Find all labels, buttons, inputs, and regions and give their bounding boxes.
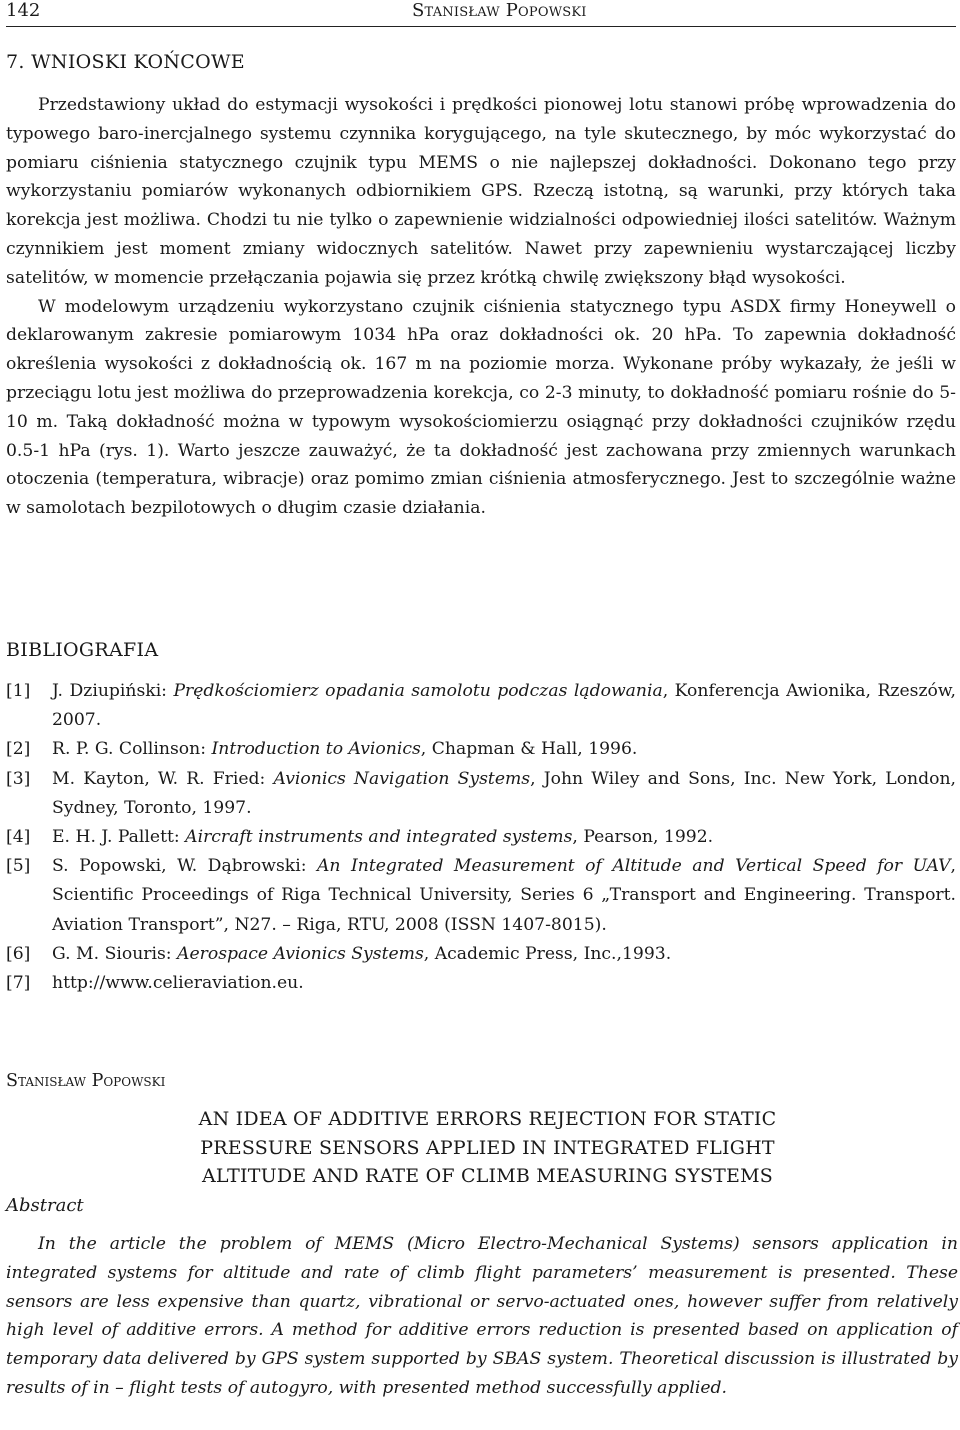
reference-number: [3] [6,768,31,789]
abstract-label: Abstract [6,1195,84,1216]
abstract-text: In the article the problem of MEMS (Micro Electro-Mechanical Systems) sensors application in integrated systems for altitude and rate of climb flight parameters’ measurement is presented. These sensors are less expensive than quartz, vibrational or servo-actuated ones, however suffer from relatively high level of additive errors. A method for additive errors reduction is presented based on application of temporary data delivered by GPS system supported by SBAS system. Theoretical discussion is illustrated by results of in – flight tests of autogyro, with presented method successfully applied. [6,1234,958,1398]
english-title-line: ALTITUDE AND RATE OF CLIMB MEASURING SYSTEMS [201,1165,774,1187]
english-author: Stanisław Popowski [6,1071,166,1091]
page-number: 142 [6,0,41,21]
reference-details: , Academic Press, Inc.,1993. [423,943,672,964]
reference-number: [2] [6,739,31,760]
reference-number: [4] [6,827,31,848]
reference-title: Introduction to Avionics [211,739,421,760]
paragraph: Przedstawiony układ do estymacji wysokości i prędkości pionowej lotu stanowi próbę wprowadzenia do typowego baro-inercjalnego systemu czynnika korygującego, na tyle skutecznego, by móc wykorzystać do pomiaru ciśnienia statycznego czujnik typu MEMS o nie najlepszej dokładności. Dokonano tego przy wykorzystaniu pomiarów wykonanych odbiornikiem GPS. Rzeczą istotną, są warunki, przy których taka korekcja jest możliwa. Chodzi tu nie tylko o zapewnienie widzialności odpowiedniej ilości satelitów. Ważnym czynnikiem jest moment zmiany widocznych satelitów. Nawet przy zapewnieniu wystarczającej liczby satelitów, w momencie przełączania pojawia się przez krótką chwilę zwiększony błąd wysokości. [6,95,956,288]
running-head-author: Stanisław Popowski [412,0,587,21]
reference-title: Aircraft instruments and integrated systems [185,827,573,848]
reference-authors: G. M. Siouris: [52,943,178,964]
reference-title: An Integrated Measurement of Altitude and Vertical Speed for UAV [317,856,951,877]
page-header [6,0,956,27]
reference-item [6,735,956,764]
reference-details: , Pearson, 1992. [572,827,714,848]
reference-number: [5] [6,856,31,877]
reference-title: Avionics Navigation Systems [273,768,531,789]
reference-authors: J. Dziupiński: [52,681,174,701]
reference-authors: M. Kayton, W. R. Fried: [52,768,274,789]
conclusions-body [6,91,956,523]
english-title [146,1105,829,1191]
reference-authors: R. P. G. Collinson: [52,739,212,760]
reference-title: Prędkościomierz opadania samolotu podczas lądowania [173,681,663,701]
reference-authors: E. H. J. Pallett: [52,827,186,848]
english-title-line: PRESSURE SENSORS APPLIED IN INTEGRATED FLIGHT [200,1136,775,1159]
reference-details: , Chapman & Hall, 1996. [420,739,638,760]
reference-authors: S. Popowski, W. Dąbrowski: [52,856,317,877]
reference-number: [6] [6,943,31,964]
reference-url[interactable]: http://www.celieraviation.eu. [52,973,304,994]
reference-item [6,765,956,823]
reference-item [6,677,956,735]
reference-number: [7] [6,973,31,994]
reference-item [6,940,956,969]
reference-item [6,823,956,852]
reference-list [6,677,956,998]
reference-details: , Scientific Proceedings of Riga Technical University, Series 6 „Transport and Engineering. Transport. Aviation Transport”, N27. – Riga, RTU, 2008 (ISSN 1407-8015). [52,856,956,935]
english-title-line: AN IDEA OF ADDITIVE ERRORS REJECTION FOR STATIC [198,1108,777,1130]
paragraph: W modelowym urządzeniu wykorzystano czujnik ciśnienia statycznego typu ASDX firmy Honeywell o deklarowanym zakresie pomiarowym 1034 hPa oraz dokładności ok. 20 hPa. To zapewnia dokładność określenia wysokości z dokładnością ok. 167 m na poziomie morza. Wykonane próby wykazały, że jeśli w przeciągu lotu jest możliwa do przeprowadzenia korekcja, co 2-3 minuty, to dokładność pomiaru rośnie do 5-10 m. Taką dokładność można w typowym wysokościomierzu osiągnąć przy dokładności czujników rzędu 0.5-1 hPa (rys. 1). Warto jeszcze zauważyć, że ta dokładność jest zachowana przy zmiennych warunkach otoczenia (temperatura, wibracje) oraz pomimo zmian ciśnienia atmosferycznego. Jest to szczególnie ważne w samolotach bezpilotowych o długim czasie działania. [6,296,956,519]
reference-item [6,852,956,940]
reference-details: , Konferencja Awionika, Rzeszów, 2007. [52,681,956,731]
page [6,0,958,1398]
reference-item [6,969,956,998]
bibliography-title: BIBLIOGRAFIA [6,639,159,661]
section-title: 7. WNIOSKI KOŃCOWE [6,51,245,73]
abstract-body [6,1230,958,1403]
reference-number: [1] [6,681,31,701]
reference-title: Aerospace Avionics Systems [177,943,424,964]
reference-details: , John Wiley and Sons, Inc. New York, London, Sydney, Toronto, 1997. [52,768,956,818]
